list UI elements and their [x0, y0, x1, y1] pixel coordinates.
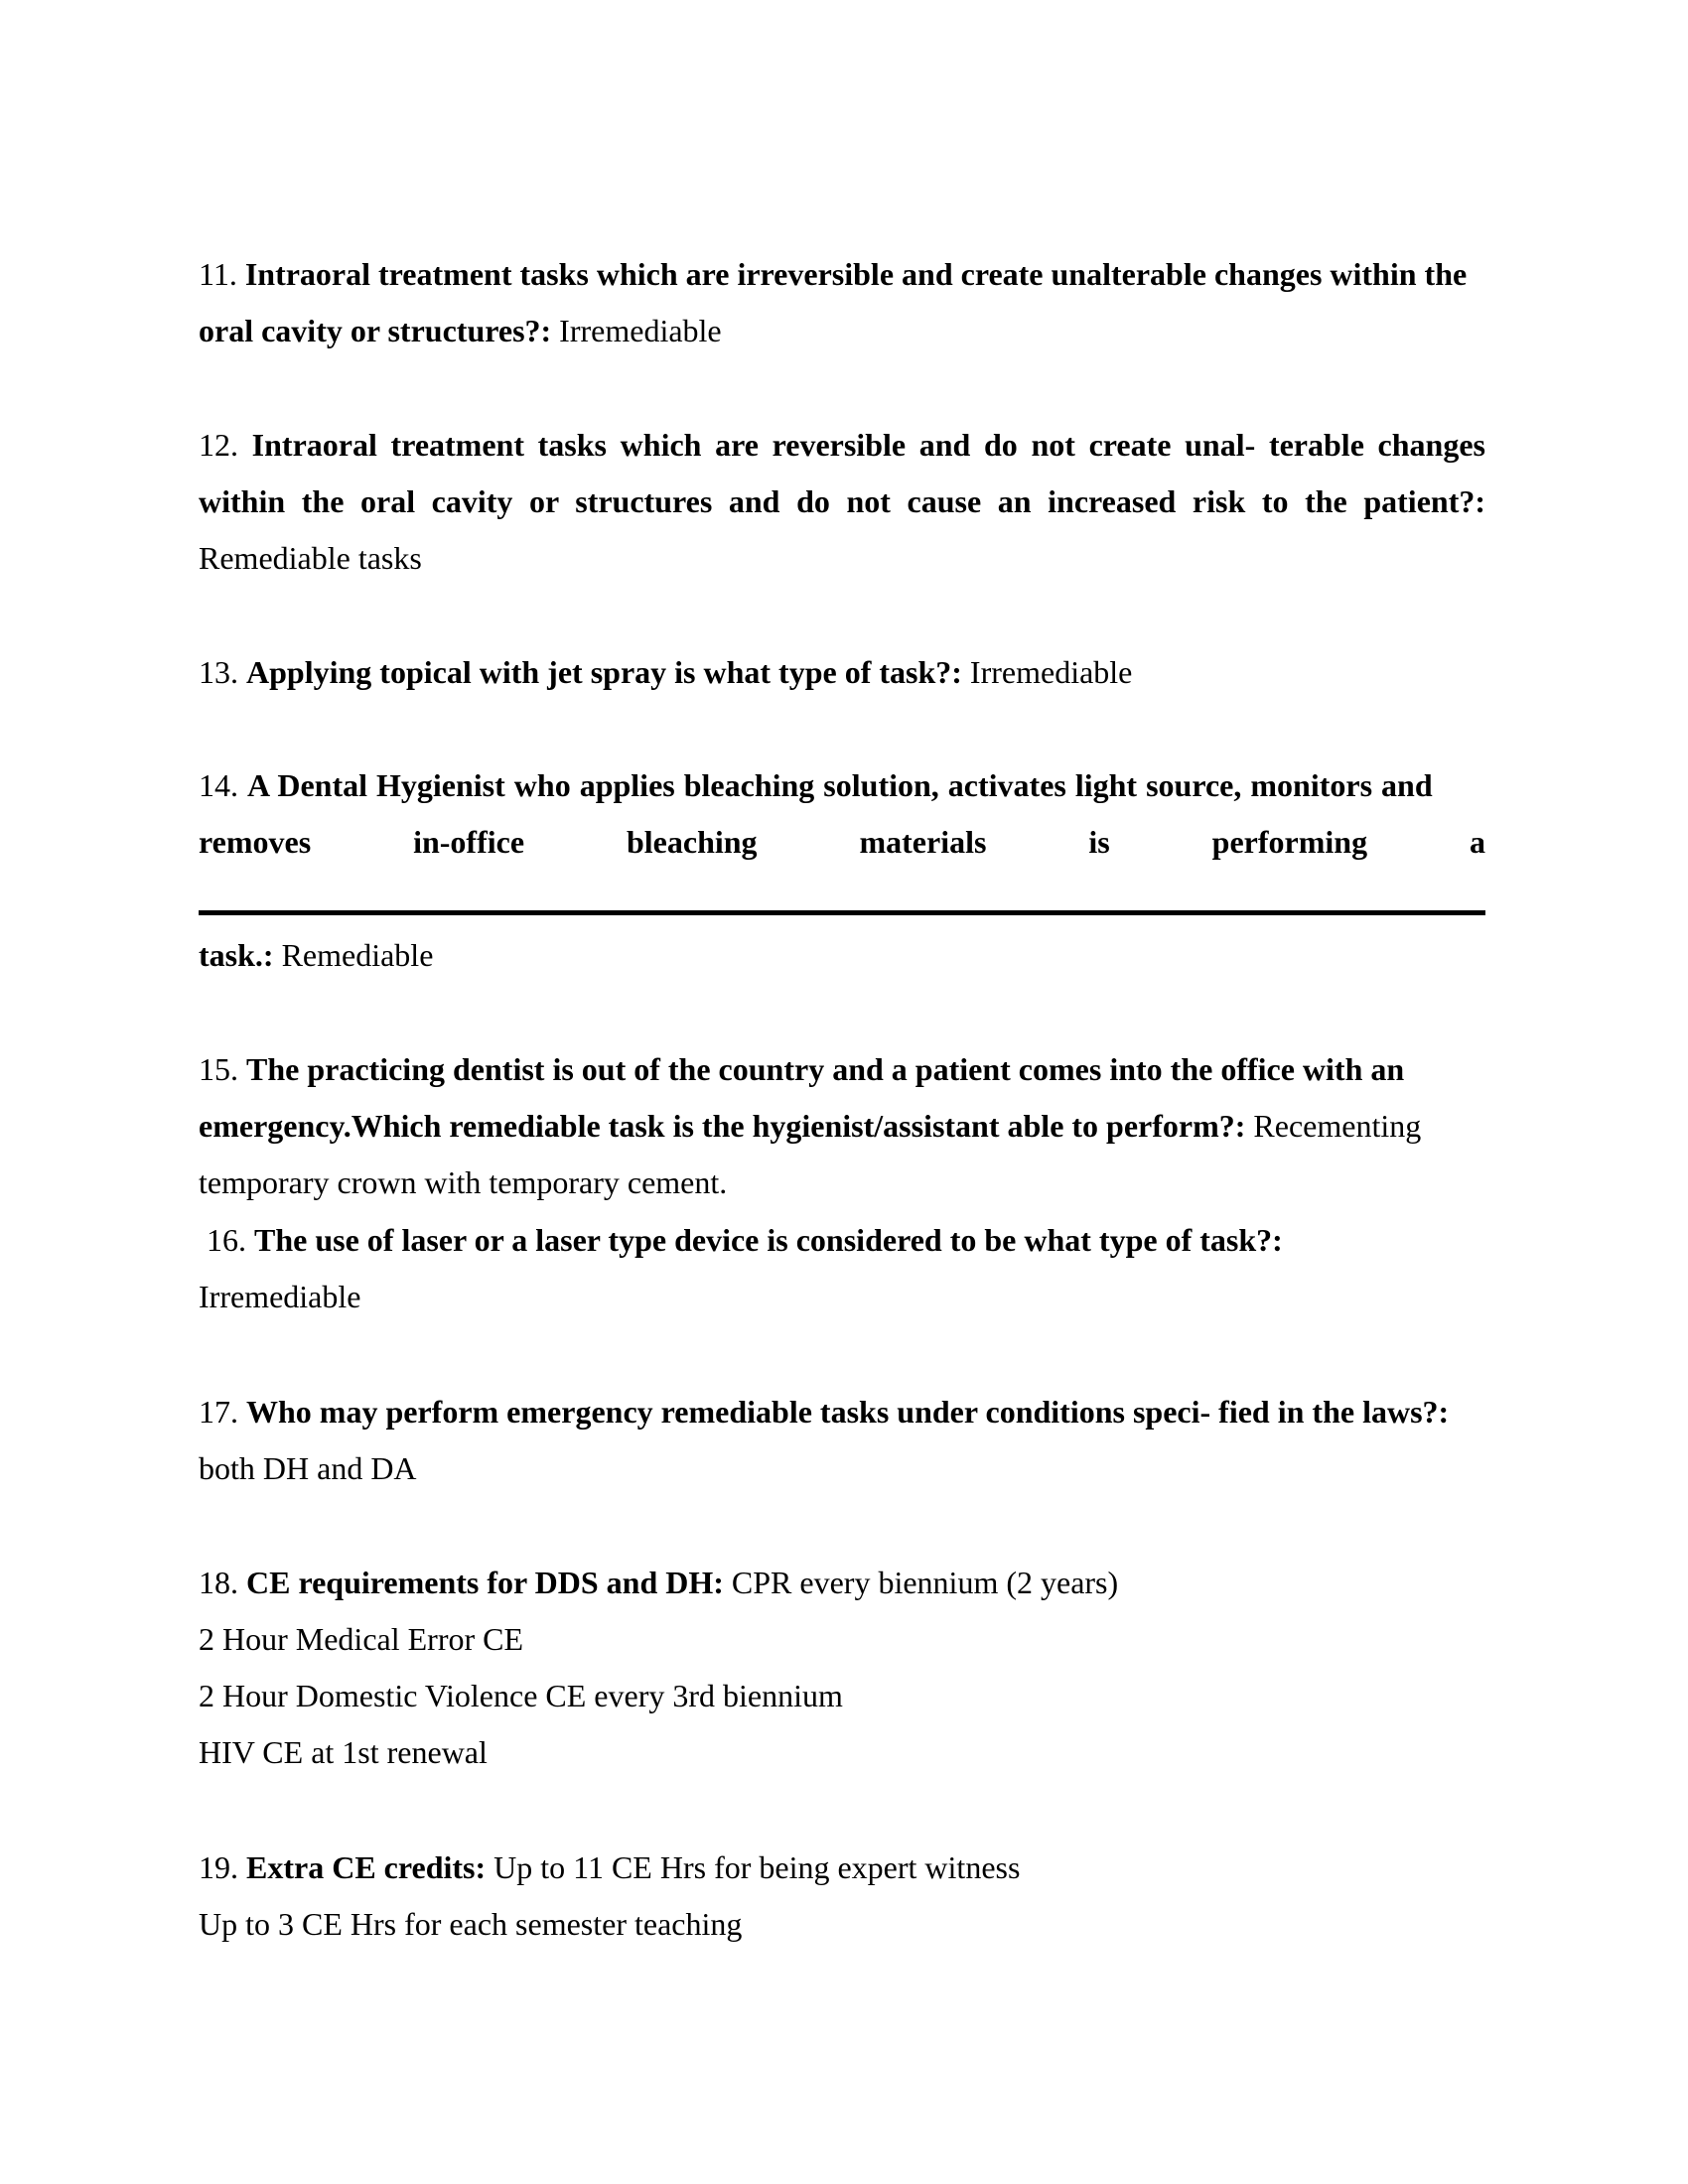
question-text-end: task.:: [199, 937, 274, 973]
question-word: removes: [199, 824, 312, 860]
question-text: Extra CE credits:: [246, 1849, 487, 1885]
answer-text: Recementing temporary crown with temporary cement.: [199, 1108, 1422, 1200]
item-number: 11.: [199, 256, 237, 292]
answer-text: Irremediable: [969, 654, 1133, 690]
answer-text: Irremediable: [559, 313, 722, 348]
qa-item-11: [199, 246, 1485, 359]
qa-item-16: [199, 1212, 1485, 1325]
answer-line: 2 Hour Medical Error CE: [199, 1621, 524, 1657]
item-number: 16.: [207, 1222, 246, 1258]
question-text: Intraoral treatment tasks which are reversible and do not create unal- terable changes within the oral cavity or structures and do not cause an increased risk to the patient?:: [199, 427, 1486, 519]
answer-text: Irremediable: [199, 1279, 361, 1314]
qa-item-19: [199, 1840, 1485, 1953]
question-text-line1: A Dental Hygienist who applies bleaching solution, activates light source, monitors and: [247, 767, 1433, 803]
item-number: 19.: [199, 1849, 238, 1885]
question-text: CE requirements for DDS and DH:: [246, 1565, 724, 1600]
answer-line: Up to 3 CE Hrs for each semester teaching: [199, 1906, 743, 1942]
answer-text: Remediable: [281, 937, 434, 973]
qa-item-17: [199, 1384, 1485, 1497]
qa-item-12: [199, 417, 1485, 587]
question-text: Applying topical with jet spray is what type of task?:: [246, 654, 962, 690]
question-text-line2: [199, 814, 1485, 871]
item-number: 13.: [199, 654, 238, 690]
fill-in-blank-line: [199, 910, 1485, 915]
qa-item-14-answer: [199, 927, 1485, 984]
item-number: 18.: [199, 1565, 238, 1600]
question-word: in-office: [413, 824, 525, 860]
qa-item-13: [199, 644, 1485, 701]
question-text: Intraoral treatment tasks which are irreversible and create unalterable changes within the oral cavity or structures?:: [199, 256, 1468, 348]
answer-text: Remediable tasks: [199, 540, 422, 576]
question-text: Who may perform emergency remediable tasks under conditions speci- fied in the laws?:: [246, 1394, 1450, 1430]
answer-line: 2 Hour Domestic Violence CE every 3rd biennium: [199, 1678, 843, 1713]
qa-item-18: [199, 1555, 1485, 1781]
item-number: 14.: [199, 767, 238, 803]
answer-text: both DH and DA: [199, 1450, 417, 1486]
answer-line: CPR every biennium (2 years): [731, 1565, 1119, 1600]
question-word: is: [1088, 824, 1110, 860]
item-number: 17.: [199, 1394, 238, 1430]
answer-line: HIV CE at 1st renewal: [199, 1734, 488, 1770]
question-text: The practicing dentist is out of the country and a patient comes into the office with an emergency.Which remediable task is the hygienist/assistant able to perform?:: [199, 1051, 1405, 1144]
qa-item-15: [199, 1041, 1485, 1211]
question-text: The use of laser or a laser type device is considered to be what type of task?:: [254, 1222, 1283, 1258]
question-word: a: [1470, 824, 1485, 860]
item-number: 12.: [199, 427, 238, 463]
item-number: 15.: [199, 1051, 238, 1087]
question-word: bleaching: [626, 824, 758, 860]
answer-line: Up to 11 CE Hrs for being expert witness: [493, 1849, 1021, 1885]
question-word: materials: [859, 824, 987, 860]
qa-item-14: [199, 757, 1485, 871]
question-word: performing: [1211, 824, 1368, 860]
